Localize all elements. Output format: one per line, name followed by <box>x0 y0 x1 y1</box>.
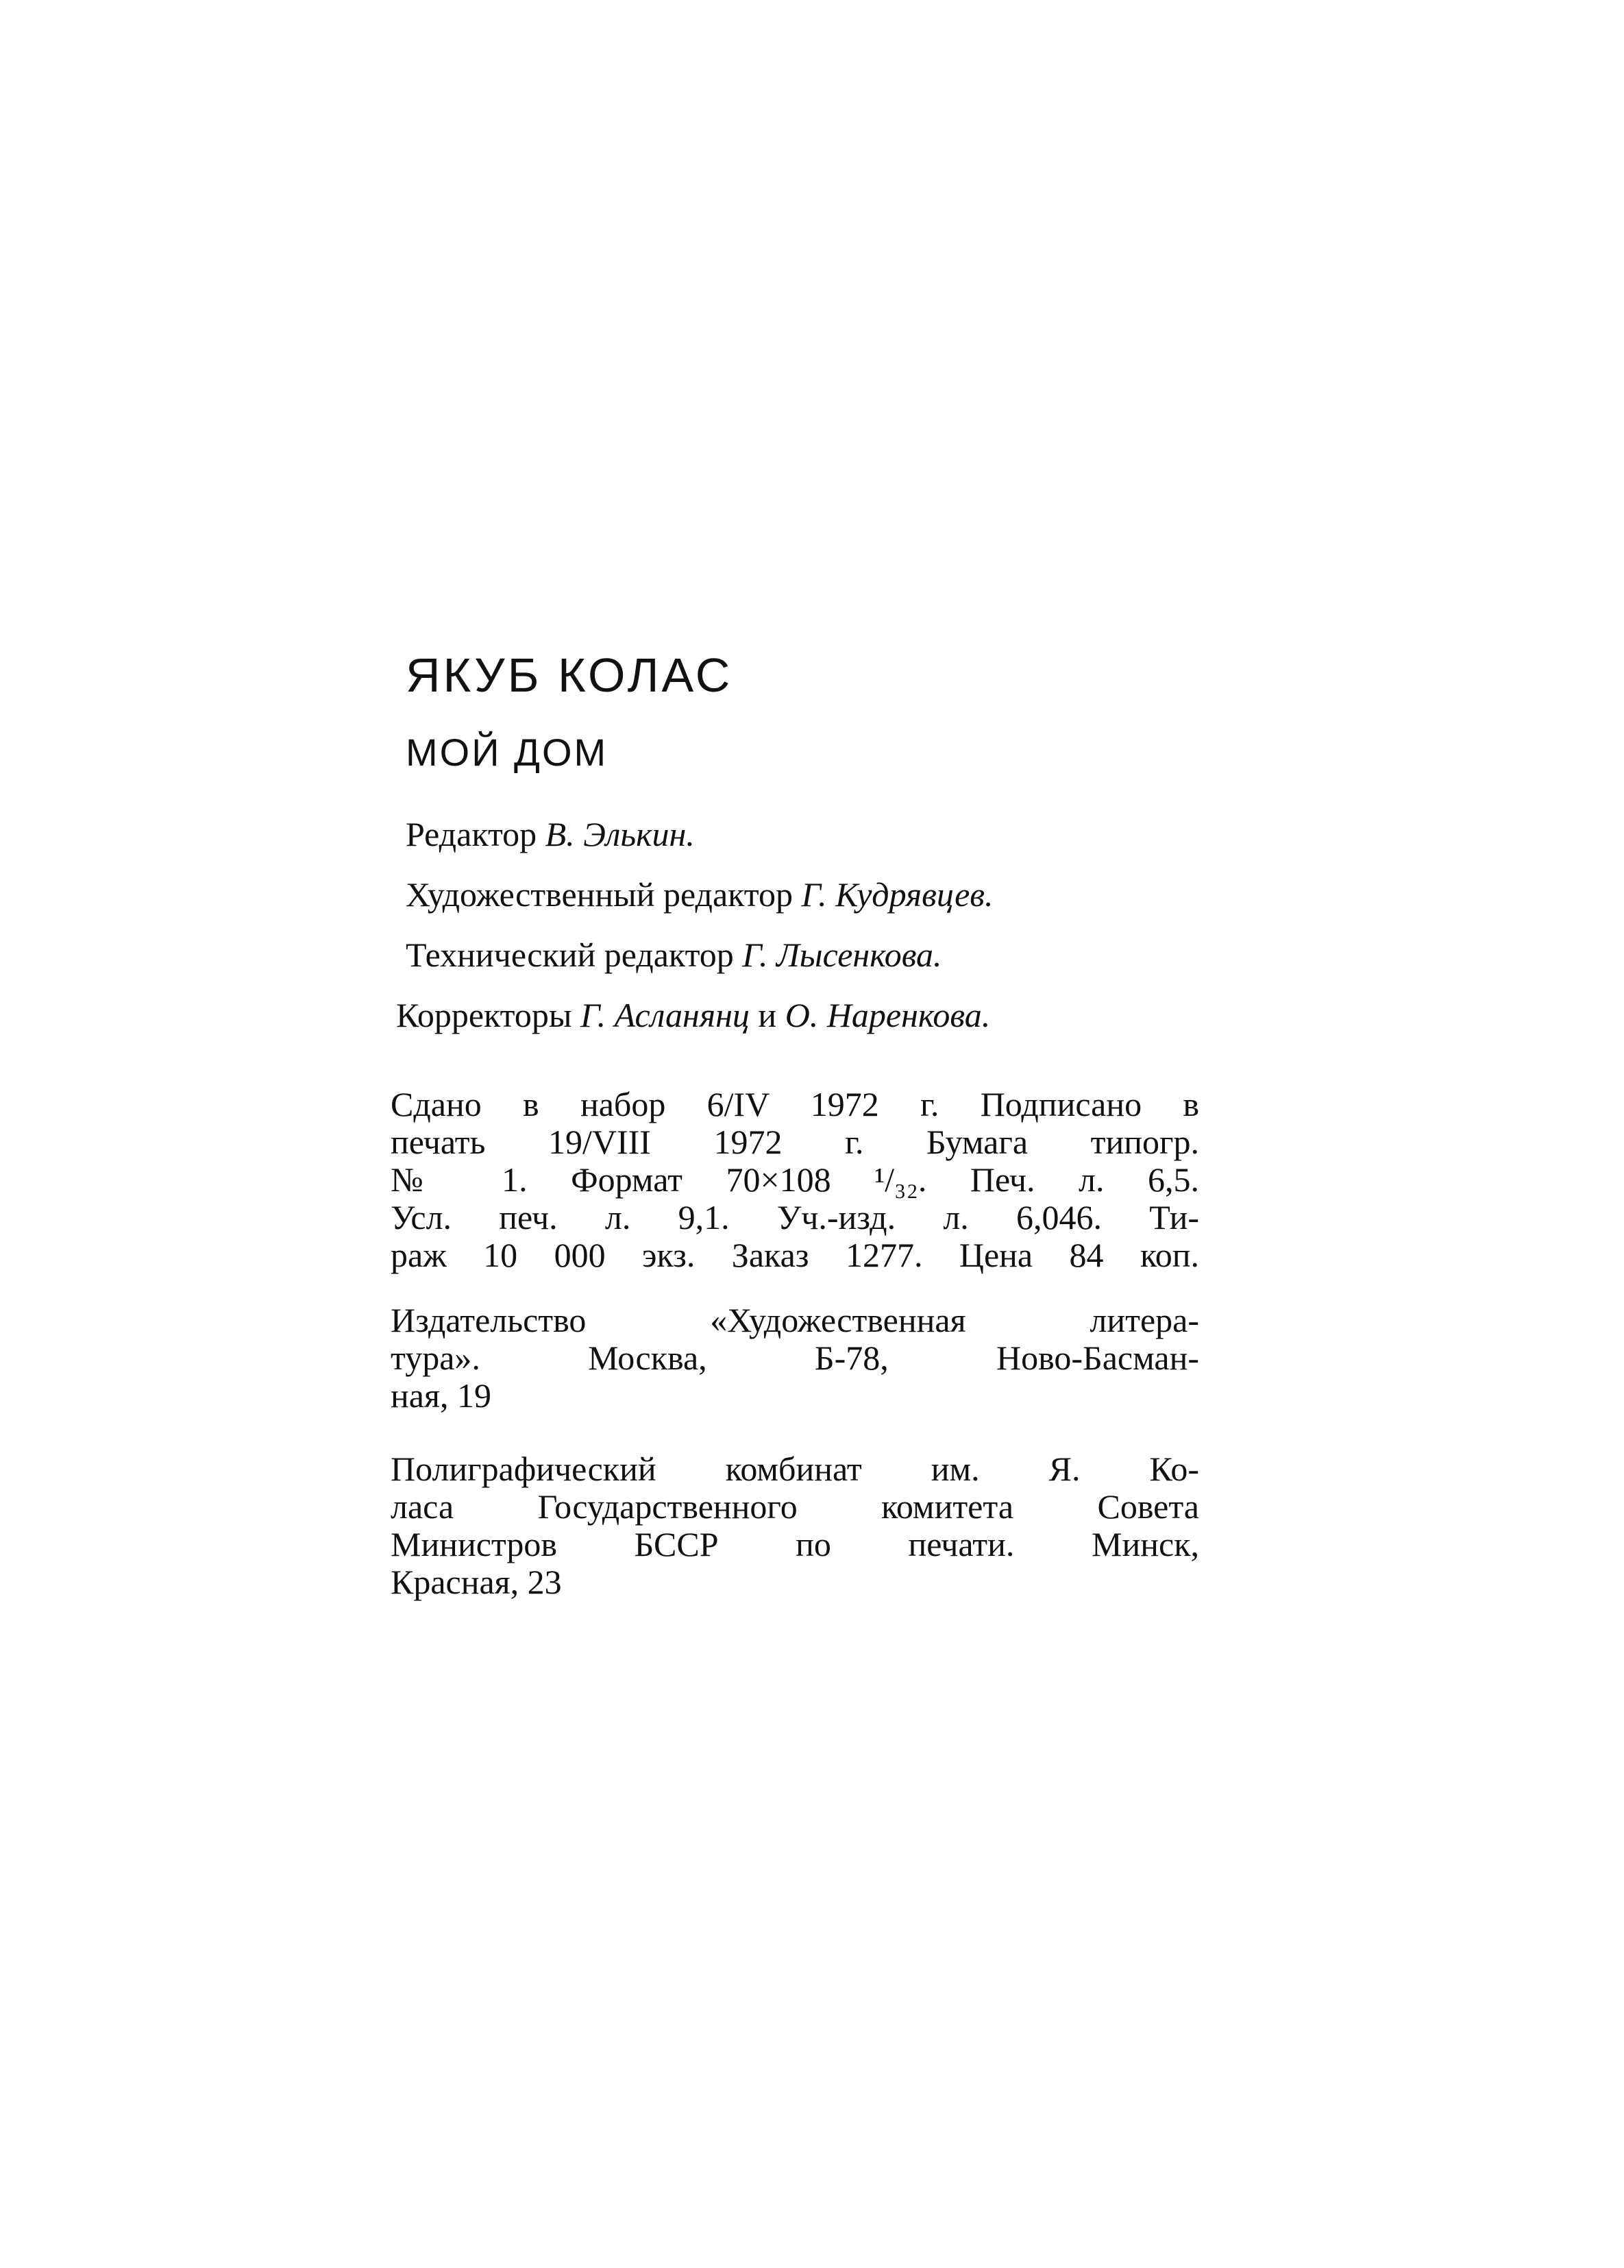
production-line: № 1. Формат 70×108 ¹/₃₂. Печ. л. 6,5. <box>391 1160 1199 1199</box>
printer-line: Красная, 23 <box>391 1563 562 1601</box>
publisher-line: Издательство «Художественная литера- <box>391 1301 1199 1339</box>
production-line: раж 10 000 экз. Заказ 1277. Цена 84 коп. <box>391 1236 1199 1274</box>
editor-label: Редактор <box>406 815 537 853</box>
author-name: ЯКУБ КОЛАС <box>406 648 733 702</box>
production-line: Усл. печ. л. 9,1. Уч.-изд. л. 6,046. Ти- <box>391 1198 1199 1236</box>
art-editor-credit <box>406 877 1199 912</box>
correctors-conjunction: и <box>758 996 777 1034</box>
editor-name: В. Элькин. <box>545 815 695 853</box>
publisher-line: тура». Москва, Б-78, Ново-Басман- <box>391 1339 1199 1377</box>
editor-credit <box>406 817 1199 851</box>
corrector-name-2: О. Наренкова. <box>785 996 991 1034</box>
production-details <box>391 1086 1199 1274</box>
publisher-details <box>391 1302 1199 1415</box>
printer-details <box>391 1450 1199 1601</box>
publisher-line: ная, 19 <box>391 1376 491 1415</box>
printer-line: ласа Государственного комитета Совета <box>391 1487 1199 1526</box>
production-line: печать 19/VIII 1972 г. Бумага типогр. <box>391 1123 1199 1161</box>
printer-line: Министров БССР по печати. Минск, <box>391 1525 1199 1563</box>
printer-line: Полиграфический комбинат им. Я. Ко- <box>391 1450 1199 1488</box>
correctors-label: Корректоры <box>396 996 572 1034</box>
tech-editor-credit <box>406 938 1199 972</box>
tech-editor-name: Г. Лысенкова. <box>742 936 942 974</box>
art-editor-name: Г. Кудрявцев. <box>801 875 994 914</box>
production-line: Сдано в набор 6/IV 1972 г. Подписано в <box>391 1085 1199 1123</box>
book-title: МОЙ ДОМ <box>406 731 608 774</box>
art-editor-label: Художественный редактор <box>406 875 793 914</box>
corrector-name-1: Г. Асланянц <box>580 996 750 1034</box>
tech-editor-label: Технический редактор <box>406 936 734 974</box>
correctors-credit <box>396 998 1199 1032</box>
imprint-block <box>391 648 1199 1629</box>
